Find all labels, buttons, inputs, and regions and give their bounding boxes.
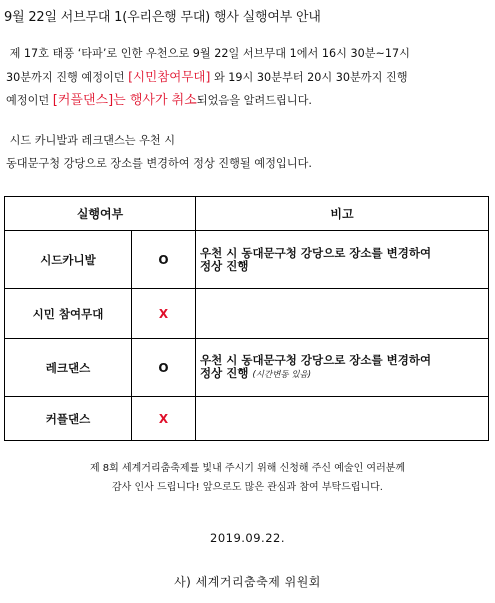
paragraph-text: 제 17호 태풍 ‘타파’로 인한 우천으로 9월 22일 서브무대 1에서 16시 30분~17시	[9, 47, 410, 60]
paragraph-line	[6, 65, 489, 89]
paragraph-text: 시드 카니발과 레크댄스는 우천 시	[9, 134, 176, 147]
table-row	[5, 397, 489, 441]
event-note	[196, 231, 489, 289]
note-time-change: (시간변동 있음)	[252, 369, 312, 380]
note-text: 정상 진행	[200, 365, 249, 380]
table-header-row	[5, 197, 489, 231]
table-row	[5, 231, 489, 289]
event-status-table	[4, 196, 489, 441]
event-note	[196, 289, 489, 339]
event-name: 커플댄스	[5, 397, 132, 441]
notice-title: 9월 22일 서브무대 1(우리은행 무대) 행사 실행여부 안내	[4, 10, 321, 25]
closing-thanks-line: 감사 인사 드립니다! 앞으로도 많은 관심과 참여 부탁드립니다.	[112, 482, 383, 493]
header-note: 비고	[196, 197, 489, 231]
paragraph-line	[6, 129, 489, 152]
status-mark-x: X	[132, 289, 196, 339]
paragraph-line	[6, 42, 489, 65]
notice-paragraph-venue-change	[6, 129, 489, 175]
table-row	[5, 289, 489, 339]
header-status: 실행여부	[5, 197, 196, 231]
paragraph-line	[6, 89, 489, 112]
status-mark-x: X	[132, 397, 196, 441]
event-note	[196, 397, 489, 441]
notice-date: 2019.09.22.	[210, 531, 285, 545]
paragraph-text: 예정이던	[6, 94, 53, 107]
event-name: 레크댄스	[5, 339, 132, 397]
note-line: 우천 시 동대문구청 강당으로 장소를 변경하여	[200, 352, 432, 367]
table-row	[5, 339, 489, 397]
event-name: 시드카니발	[5, 231, 132, 289]
paragraph-text: 와 19시 30분부터 20시 30분까지 진행	[210, 71, 408, 84]
organization-name: 사) 세계거리춤축제 위원회	[174, 575, 321, 589]
note-line: 정상 진행	[200, 258, 249, 273]
highlight-couple-dance-cancelled: [커플댄스]는 행사가 취소	[52, 93, 197, 108]
paragraph-text: 되었음을 알려드립니다.	[196, 94, 312, 107]
note-line	[200, 367, 488, 382]
paragraph-line	[6, 152, 489, 175]
highlight-citizen-stage: [시민참여무대]	[128, 69, 211, 84]
paragraph-text: 동대문구청 강당으로 장소를 변경하여 정상 진행될 예정입니다.	[6, 157, 312, 170]
event-name: 시민 참여무대	[5, 289, 132, 339]
event-note	[196, 339, 489, 397]
status-mark-o: O	[132, 339, 196, 397]
note-line: 우천 시 동대문구청 강당으로 장소를 변경하여	[200, 245, 432, 260]
paragraph-text: 30분까지 진행 예정이던	[6, 71, 129, 84]
closing-thanks-line: 제 8회 세계거리춤축제를 빛내 주시기 위해 신청해 주신 예술인 여러분께	[89, 463, 406, 474]
notice-paragraph-cancellation	[6, 42, 489, 112]
status-mark-o: O	[132, 231, 196, 289]
